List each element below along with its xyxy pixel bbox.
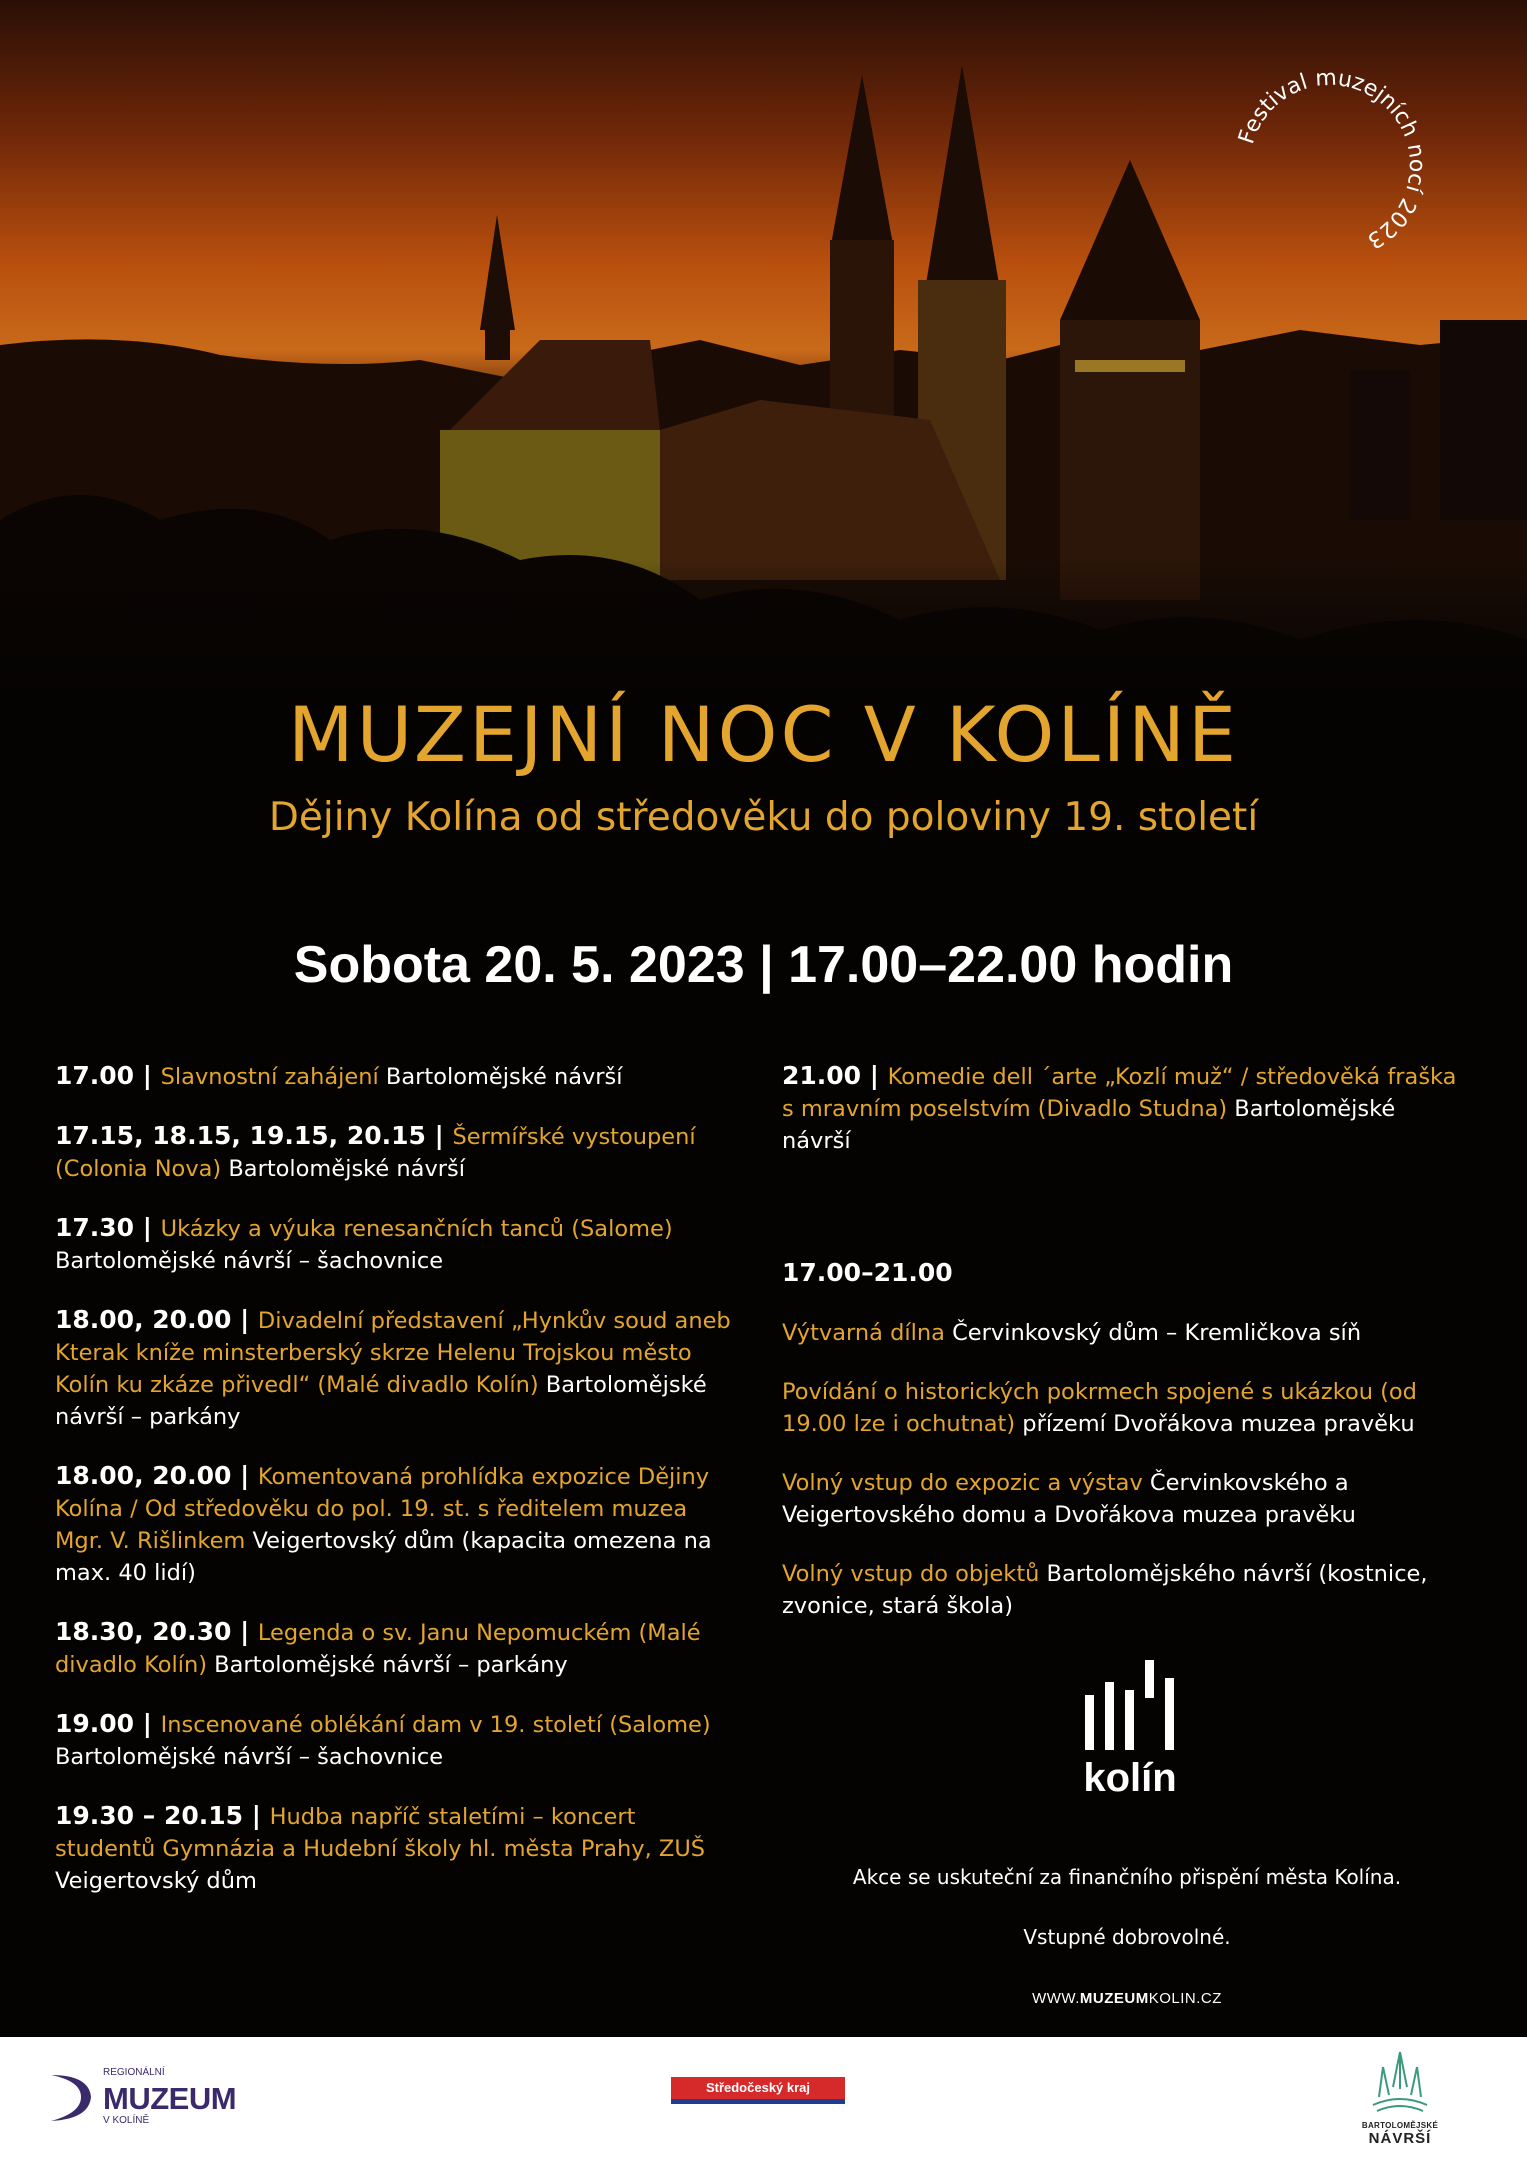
range-label: 17.00–21.00 xyxy=(782,1258,953,1287)
museum-logo-main: MUZEUM xyxy=(103,2081,237,2116)
program-item xyxy=(782,1467,1462,1531)
item-place: Bartolomějské návrší xyxy=(221,1156,465,1182)
program-item: 17.00 | Slavnostní zahájení Bartolomějské návrší xyxy=(55,1061,623,1090)
item-place: Bartolomějské návrší – parkány xyxy=(207,1652,568,1678)
item-place: Bartolomějského návrší (kostnice, zvonice, stará škola) xyxy=(782,1561,1428,1619)
item-time: 17.30 xyxy=(55,1213,135,1242)
navrsi-crown-icon xyxy=(1365,2047,1435,2117)
poster-subtitle: Dějiny Kolína od středověku do poloviny 19. století xyxy=(268,795,1259,840)
program-item: 18.00, 20.00 | Komentovaná prohlídka expozice Dějiny Kolína / Od středověku do pol. 19. st. s ředitelem muzea Mgr. V. Rišlinkem Veigertovský dům (kapacita omezena na max. 40 lidí) xyxy=(55,1461,712,1586)
kolin-bars-icon xyxy=(1080,1660,1180,1750)
program-item: 21.00 | Komedie dell ´arte „Kozlí muž“ / středověká fraška s mravním poselstvím (Divadlo Studna) Bartolomějské návrší xyxy=(782,1061,1457,1154)
item-place: Veigertovský dům xyxy=(55,1868,257,1894)
item-time: 18.30, 20.30 xyxy=(55,1617,232,1646)
item-place: Bartolomějské návrší xyxy=(378,1064,623,1090)
program-item xyxy=(782,1317,1462,1349)
festival-seal xyxy=(1225,60,1435,270)
item-description: Volný vstup do expozic a výstav xyxy=(782,1470,1143,1496)
item-description: Komedie dell ´arte „Kozlí muž“ / středověká fraška s mravním poselstvím (Divadlo Studna) xyxy=(782,1064,1457,1122)
item-description: Povídání o historických pokrmech spojené s ukázkou (od 19.00 lze i ochutnat) xyxy=(782,1379,1417,1437)
item-place: Veigertovský dům (kapacita omezena na max. 40 lidí) xyxy=(55,1528,712,1586)
kolin-logo-text: kolín xyxy=(1083,1756,1177,1800)
footer-logos xyxy=(0,2037,1527,2160)
item-place: Bartolomějské návrší – šachovnice xyxy=(55,1744,444,1770)
item-time: 19.00 xyxy=(55,1709,135,1738)
program-right-column xyxy=(782,1060,1462,1649)
item-description: Šermířské vystoupení (Colonia Nova) xyxy=(55,1124,696,1182)
website-url[interactable]: WWW.MUZEUMKOLIN.CZ xyxy=(1032,1990,1222,2007)
museum-logo-bottom: V KOLÍNĚ xyxy=(103,2115,150,2126)
item-place: Bartolomějské návrší – parkány xyxy=(55,1372,707,1430)
item-time: 19.30 – 20.15 xyxy=(55,1801,244,1830)
item-time: 17.15, 18.15, 19.15, 20.15 xyxy=(55,1121,426,1150)
regional-museum-logo xyxy=(45,2067,275,2132)
bartolomejske-navrsi-logo xyxy=(1345,2047,1455,2157)
item-description: Inscenované oblékání dam v 19. století (Salome) xyxy=(160,1712,711,1738)
program-item: 18.30, 20.30 | Legenda o sv. Janu Nepomuckém (Malé divadlo Kolín) Bartolomějské návrší – parkány xyxy=(55,1617,701,1678)
item-time: 18.00, 20.00 xyxy=(55,1461,232,1490)
kolin-city-logo xyxy=(1000,1660,1260,1801)
program-item: 18.00, 20.00 | Divadelní představení „Hynkův soud aneb Kterak kníže minsterberský skrze Helenu Trojskou město Kolín ku zkáze přivedl“ (Malé divadlo Kolín) Bartolomějské návrší – parkány xyxy=(55,1305,731,1430)
central-bohemian-region-logo xyxy=(671,2077,845,2107)
item-time: 21.00 xyxy=(782,1061,862,1090)
navrsi-logo-top: BARTOLOMĚJSKÉ xyxy=(1361,2121,1439,2130)
funding-note: Akce se uskuteční za finančního přispění města Kolína. xyxy=(852,1865,1402,1889)
item-description: Volný vstup do objektů xyxy=(782,1561,1040,1587)
item-description: Hudba napříč staletími – koncert studentů Gymnázia a Hudební školy hl. města Prahy, ZUŠ xyxy=(55,1804,706,1862)
item-description: Výtvarná dílna xyxy=(782,1320,945,1346)
item-time: 18.00, 20.00 xyxy=(55,1305,232,1334)
program-item: 19.00 | Inscenované oblékání dam v 19. století (Salome) Bartolomějské návrší – šachovnice xyxy=(55,1709,711,1770)
region-logo-text: Středočeský kraj xyxy=(671,2077,845,2099)
seal-text: Festival muzejních nocí 2023 xyxy=(1234,65,1430,254)
program-item xyxy=(782,1558,1462,1622)
item-description: Komentovaná prohlídka expozice Dějiny Kolína / Od středověku do pol. 19. st. s ředitelem muzea Mgr. V. Rišlinkem xyxy=(55,1464,710,1554)
museum-logo-top: REGIONÁLNÍ xyxy=(103,2067,165,2078)
program-item: 17.15, 18.15, 19.15, 20.15 | Šermířské vystoupení (Colonia Nova) Bartolomějské návrší xyxy=(55,1121,696,1182)
item-description: Legenda o sv. Janu Nepomuckém (Malé divadlo Kolín) xyxy=(55,1620,701,1678)
region-logo-stripe xyxy=(671,2099,845,2104)
item-place: Červinkovský dům – Kremličkova síň xyxy=(944,1320,1362,1346)
item-description: Slavnostní zahájení xyxy=(160,1064,379,1090)
item-place: Bartolomějské návrší xyxy=(782,1096,1396,1154)
date-line: Sobota 20. 5. 2023 | 17.00–22.00 hodin xyxy=(293,936,1234,994)
museum-emblem-icon xyxy=(45,2067,100,2129)
program-item: 17.30 | Ukázky a výuka renesančních tanců (Salome) Bartolomějské návrší – šachovnice xyxy=(55,1213,673,1274)
item-time: 17.00 xyxy=(55,1061,135,1090)
poster-title: MUZEJNÍ NOC V KOLÍNĚ xyxy=(288,690,1239,779)
item-place: Bartolomějské návrší – šachovnice xyxy=(55,1248,444,1274)
program-left-column xyxy=(55,1060,735,1924)
admission-note: Vstupné dobrovolné. xyxy=(1023,1925,1231,1949)
item-place: Červinkovského a Veigertovského domu a Dvořákova muzea pravěku xyxy=(782,1470,1356,1528)
program-item xyxy=(782,1376,1462,1440)
navrsi-logo-main: NÁVRŠÍ xyxy=(1368,2130,1432,2147)
item-place: přízemí Dvořákova muzea pravěku xyxy=(1015,1411,1415,1437)
item-description: Ukázky a výuka renesančních tanců (Salome) xyxy=(160,1216,673,1242)
program-item: 19.30 – 20.15 | Hudba napříč staletími – koncert studentů Gymnázia a Hudební školy hl. města Prahy, ZUŠ Veigertovský dům xyxy=(55,1801,706,1894)
item-description: Divadelní představení „Hynkův soud aneb Kterak kníže minsterberský skrze Helenu Trojskou město Kolín ku zkáze přivedl“ (Malé divadlo Kolín) xyxy=(55,1308,731,1398)
